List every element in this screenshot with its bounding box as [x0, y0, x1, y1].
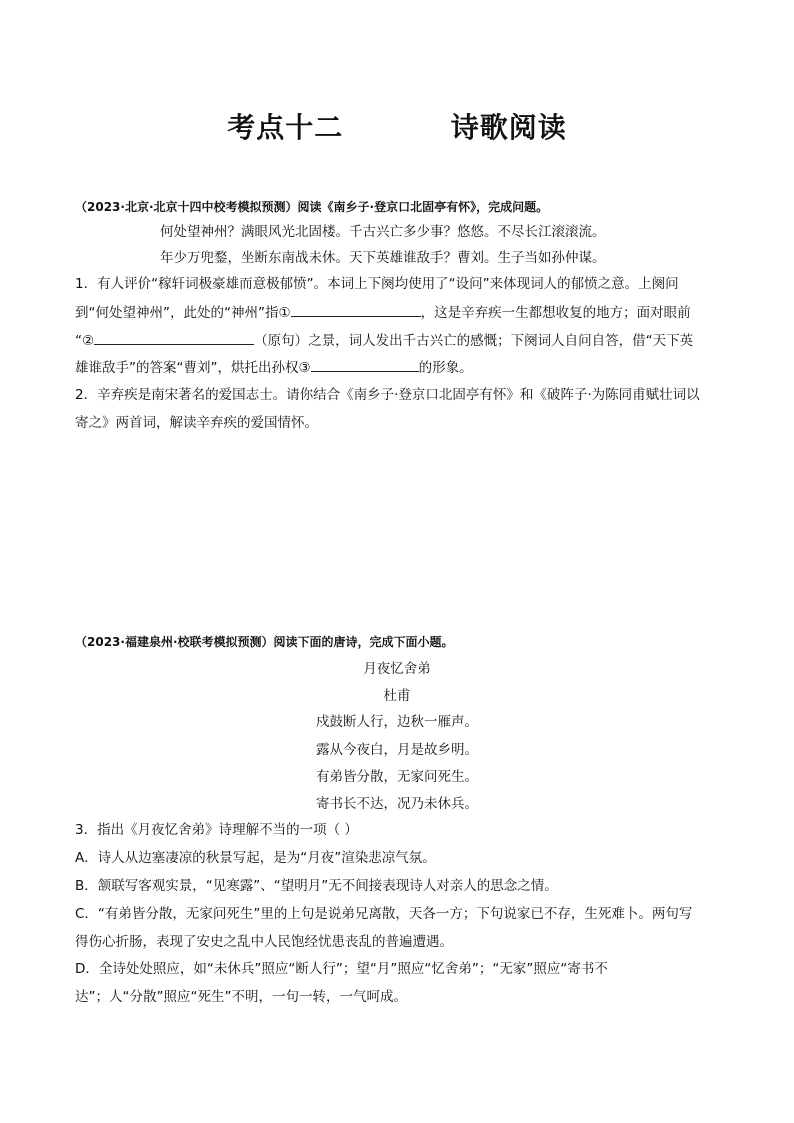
poem-line: 露从今夜白，月是故乡明。 — [316, 742, 478, 758]
question-1-text — [75, 302, 691, 323]
question-3-stem: 3．指出《月夜忆舍弟》诗理解不当的一项（ ） — [75, 822, 358, 838]
option-d-continued: 达”；人“分散”照应“死生”不明，一句一转，一气呵成。 — [75, 989, 407, 1005]
question-2-text: 寄之》两首词，解读辛弃疾的爱国情怀。 — [75, 415, 318, 431]
answer-blank-1[interactable] — [291, 302, 421, 317]
poem-line: 年少万兜鍪，坐断东南战未休。天下英雄谁敌手？曹刘。生子当如孙仲谋。 — [160, 250, 606, 266]
poem-title: 月夜忆舍弟 — [363, 661, 431, 677]
option-b[interactable]: B．颔联写客观实景，“见寒露”、“望明月”无不间接表现诗人对亲人的思念之情。 — [75, 878, 558, 894]
question-1-text: 1．有人评价“稼轩词极豪雄而意极郁愤”。本词上下阕均使用了“设问”来体现词人的郁愤之意。上阕问 — [75, 276, 679, 292]
poem-line: 有弟皆分散，无家问死生。 — [316, 769, 478, 785]
poem-line: 何处望神州？满眼风光北固楼。千古兴亡多少事？悠悠。不尽长江滚滚流。 — [160, 224, 606, 240]
poem-line: 戍鼓断人行，边秋一雁声。 — [316, 714, 478, 730]
text-segment: 到“何处望神州”，此处的“神州”指① — [75, 305, 291, 321]
page-title: 考点十二 诗歌阅读 — [227, 111, 567, 144]
option-d[interactable]: D．全诗处处照应，如“未休兵”照应“断人行”；望“月”照应“忆舍弟”；“无家”照应“寄书不 — [75, 961, 608, 977]
option-c-continued: 得伤心折肠，表现了安史之乱中人民饱经忧患丧乱的普遍遭遇。 — [75, 934, 453, 950]
poem-line: 寄书长不达，况乃未休兵。 — [316, 796, 478, 812]
text-segment: 的形象。 — [418, 360, 473, 376]
option-c[interactable]: C．“有弟皆分散，无家问死生”里的上句是说弟兄离散，天各一方；下句说家已不存，生死难卜。两句写 — [75, 906, 693, 922]
answer-blank-3[interactable] — [311, 357, 419, 372]
text-segment: ，这是辛弃疾一生都想收复的地方；面对眼前 — [420, 305, 691, 321]
text-segment: 雄谁敌手”的答案“曹刘”，烘托出孙权③ — [75, 360, 311, 376]
question-1-text — [75, 330, 693, 351]
question-2-text: 2．辛弃疾是南宋著名的爱国志士。请你结合《南乡子·登京口北固亭有怀》和《破阵子·为陈同甫赋壮词以 — [75, 387, 700, 403]
question-source: （2023·福建泉州·校联考模拟预测）阅读下面的唐诗，完成下面小题。 — [75, 635, 454, 649]
question-1-text — [75, 357, 473, 378]
question-source: （2023·北京·北京十四中校考模拟预测）阅读《南乡子·登京口北固亭有怀》，完成问题。 — [75, 200, 549, 214]
option-a[interactable]: A．诗人从边塞凄凉的秋景写起，是为“月夜”渲染悲凉气氛。 — [75, 850, 436, 866]
poem-author: 杜甫 — [383, 688, 411, 704]
text-segment: （原句）之景，词人发出千古兴亡的感慨；下阕词人自问自答，借“天下英 — [254, 333, 694, 349]
answer-blank-2[interactable] — [94, 330, 254, 345]
text-segment: “② — [75, 333, 95, 349]
